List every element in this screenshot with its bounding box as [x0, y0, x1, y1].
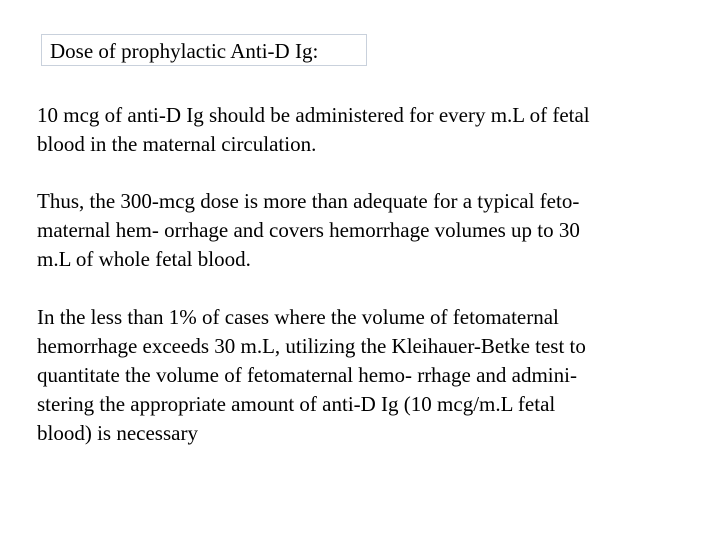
paragraph-standard-dose [37, 187, 580, 274]
paragraph-dose-rule [37, 101, 590, 159]
paragraph-kleihauer-betke [37, 303, 586, 448]
text-line: m.L of whole fetal blood. [37, 247, 251, 271]
text-line: stering the appropriate amount of anti-D Ig (10 mcg/m.L fetal [37, 392, 556, 416]
slide-title-box [41, 34, 367, 66]
slide-title: Dose of prophylactic Anti-D Ig: [50, 39, 319, 63]
text-line: blood in the maternal circulation. [37, 132, 317, 156]
text-line: quantitate the volume of fetomaternal hemo- rrhage and admini- [37, 363, 577, 387]
text-line: In the less than 1% of cases where the volume of fetomaternal [37, 305, 559, 329]
text-line: 10 mcg of anti-D Ig should be administered for every m.L of fetal [37, 103, 590, 127]
text-line: blood) is necessary [37, 421, 198, 445]
text-line: maternal hem- orrhage and covers hemorrhage volumes up to 30 [37, 218, 580, 242]
text-line: hemorrhage exceeds 30 m.L, utilizing the Kleihauer-Betke test to [37, 334, 586, 358]
text-line: Thus, the 300-mcg dose is more than adequate for a typical feto- [37, 189, 580, 213]
